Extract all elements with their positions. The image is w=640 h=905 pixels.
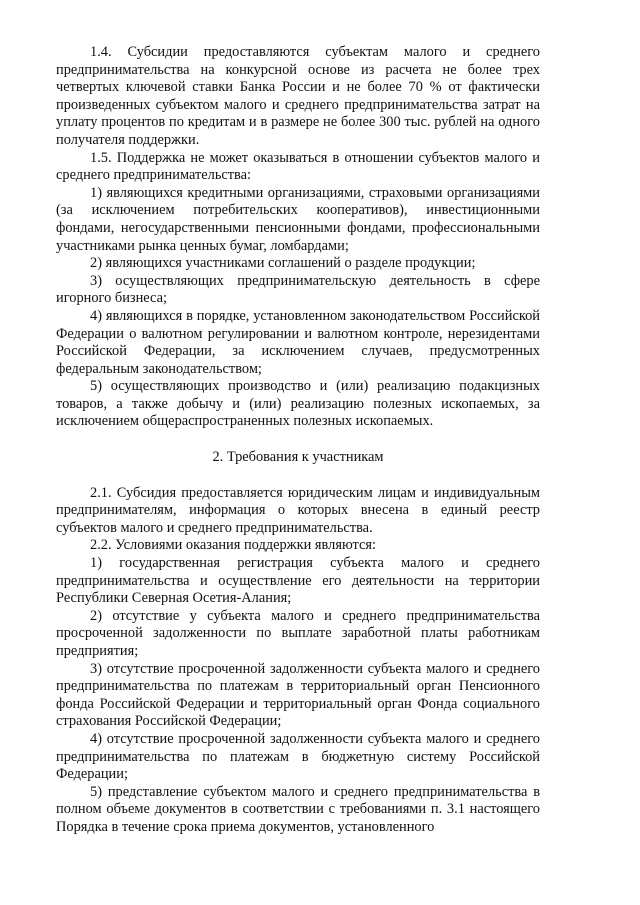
paragraph-1-4: 1.4. Субсидии предоставляются субъектам малого и среднего предпринимательства на конкурсной основе из расчета не более трех четвертых ключевой ставки Банка России и не более 70 % от фактически произведенных субъектом малого и среднего предпринимательства затрат на уплату процентов по кредитам и в размере не более 300 тыс. рублей на одного получателя поддержки. [56, 44, 540, 148]
paragraph-2-2: 2.2. Условиями оказания поддержки являются: [90, 537, 376, 554]
document-body [56, 44, 540, 837]
list-item-1-5-2: 2) являющихся участниками соглашений о разделе продукции; [90, 255, 476, 272]
list-item-2-2-2: 2) отсутствие у субъекта малого и среднего предпринимательства просроченной задолженности по выплате заработной платы работникам предприятия; [56, 607, 540, 659]
list-item-2-2-3: 3) отсутствие просроченной задолженности субъекта малого и среднего предпринимательства по платежам в территориальный орган Пенсионного фонда Российской Федерации и территориальный орган Фонда социального страхования Российской Федерации; [56, 660, 540, 730]
paragraph-1-5: 1.5. Поддержка не может оказываться в отношении субъектов малого и среднего предпринимательства: [56, 149, 540, 184]
list-item-1-5-5: 5) осуществляющих производство и (или) реализацию подакцизных товаров, а также добычу и (или) реализацию полезных ископаемых, за исключением общераспространенных полезных ископаемых. [56, 378, 540, 430]
list-item-1-5-4: 4) являющихся в порядке, установленном законодательством Российской Федерации о валютном регулировании и валютном контроле, нерезидентами Российской Федерации, за исключением случаев, предусмотренных федеральным законодательством; [56, 307, 540, 377]
list-item-2-2-1: 1) государственная регистрация субъекта малого и среднего предпринимательства и осуществление его деятельности на территории Республики Северная Осетия-Алания; [56, 555, 540, 607]
list-item-1-5-1: 1) являющихся кредитными организациями, страховыми организациями (за исключением потребительских кооперативов), инвестиционными фондами, негосударственными пенсионными фондами, профессиональными участниками рынка ценных бумаг, ломбардами; [56, 184, 540, 254]
list-item-2-2-4: 4) отсутствие просроченной задолженности субъекта малого и среднего предпринимательства по платежам в бюджетную систему Российской Федерации; [56, 730, 540, 783]
paragraph-2-1: 2.1. Субсидия предоставляется юридическим лицам и индивидуальным предпринимателям, информация о которых внесена в единый реестр субъектов малого и среднего предпринимательства. [56, 484, 540, 536]
list-item-2-2-5: 5) представление субъектом малого и среднего предпринимательства в полном объеме документов в соответствии с требованиями п. 3.1 настоящего Порядка в течение срока приема документов, установленного [56, 783, 540, 835]
section-2-heading: 2. Требования к участникам [212, 449, 384, 466]
list-item-1-5-3: 3) осуществляющих предпринимательскую деятельность в сфере игорного бизнеса; [56, 272, 540, 307]
